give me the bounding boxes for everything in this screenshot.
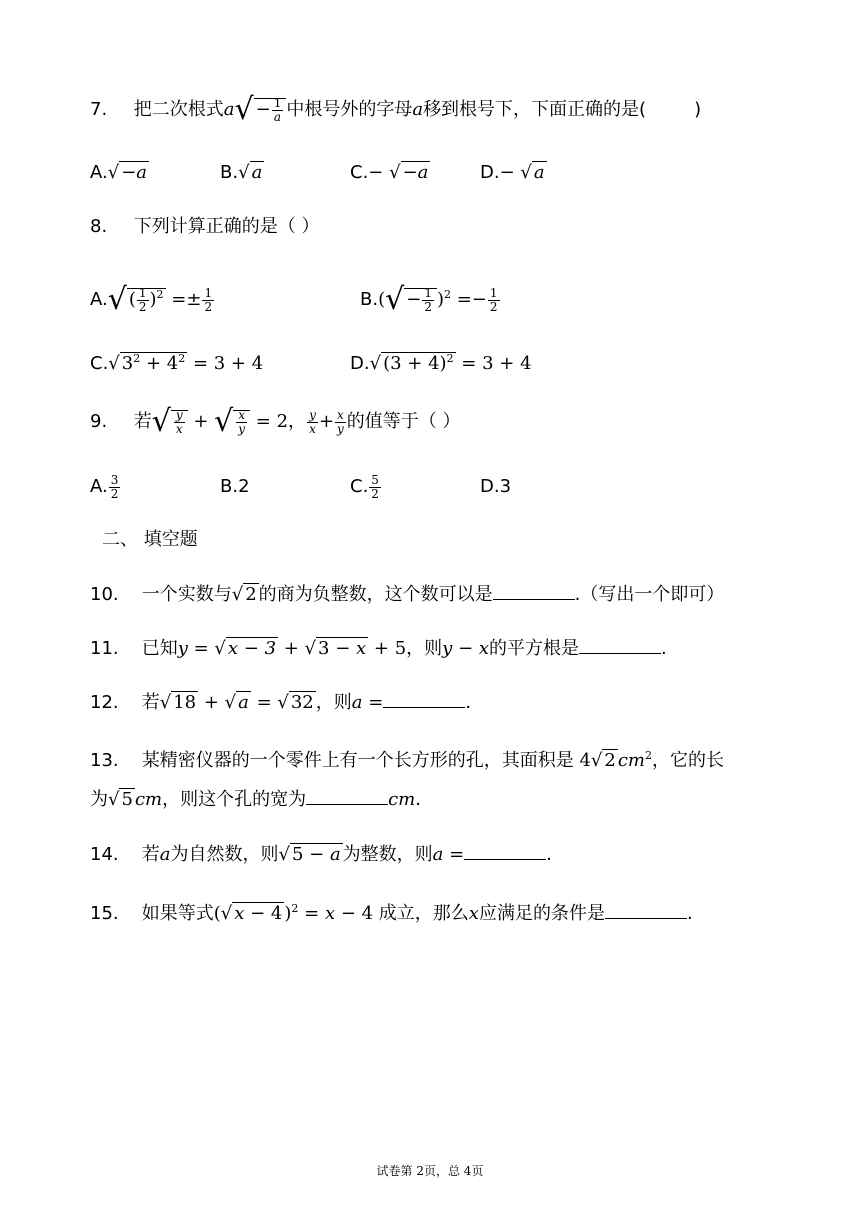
question-text: ，它的长 — [652, 750, 724, 771]
question-text: 已知 — [141, 638, 178, 659]
question-text: 一个实数与 — [141, 584, 232, 605]
question-text: ，则 — [406, 638, 443, 659]
question-text: 若 — [133, 411, 152, 432]
question-text: 为整数，则 — [342, 844, 433, 865]
question-text: 下列计算正确的是（ ） — [133, 216, 320, 237]
q8-option-b: B.(√ − $\frac{1}{2}$ )$^2$ =− $\frac{1}{2}$ — [360, 282, 498, 317]
question-number: 12. — [90, 692, 119, 713]
question-text: ，则 — [315, 692, 352, 713]
question-13: 13. 某精密仪器的一个零件上有一个长方形的孔，其面积是 4√ 2 $cm^2$，它的长 — [90, 741, 724, 776]
q7-option-c: C.− √ −a — [350, 162, 429, 183]
question-9: 9. 若√ $\frac{y}{x}$ + √ $\frac{x}{y}$ = 2， $\frac{y}{x}$ + $\frac{x}{y}$ 的值等于（ ） — [90, 404, 461, 439]
question-text: ) — [694, 99, 702, 120]
question-number: 11. — [90, 638, 119, 659]
q8-option-a: A.√ ( $\frac{1}{2}$ )$^2$ =± $\frac{1}{2}$ — [90, 282, 213, 317]
q8-option-d: D.√ $(3 + 4)^2 = 3 + 4$ — [350, 352, 532, 374]
question-text: 为自然数，则 — [170, 844, 279, 865]
question-11: 11. 已知y = √ x − 3 + √ 3 − x + 5，则y − x的平方根是 . — [90, 634, 667, 664]
answer-blank[interactable] — [306, 786, 388, 805]
q7-option-b: B.√ a — [220, 162, 263, 183]
question-text: . — [415, 789, 421, 810]
q9-option-d: D.3 — [480, 476, 512, 497]
question-text: 的商为负整数，这个数可以是 — [258, 584, 493, 605]
q8-option-c: C.√ $3^2 + 4^2 = 3 + 4$ — [90, 352, 264, 374]
question-text: . — [465, 692, 472, 713]
question-text: 中根号外的字母 — [286, 99, 413, 120]
question-13-cont: 为√ 5 cm，则这个孔的宽为 cm. — [90, 785, 421, 815]
question-number: 14. — [90, 844, 119, 865]
question-text: 若 — [141, 692, 160, 713]
answer-blank[interactable] — [605, 900, 687, 919]
answer-blank[interactable] — [493, 581, 575, 600]
question-text: . — [686, 903, 693, 924]
answer-blank[interactable] — [383, 689, 465, 708]
answer-blank[interactable] — [579, 635, 661, 654]
question-text: 的值等于（ ） — [346, 411, 461, 432]
question-number: 7. — [90, 99, 108, 120]
question-15: 15. 如果等式(√ x − 4 )$^2$ = x − 4 成立，那么x应满足的条件是 . — [90, 894, 693, 929]
question-12: 12. 若√ 18 + √ a = √ 32 ，则a = . — [90, 688, 471, 718]
question-7: 7. 把二次根式a√ − $\frac{1}{a}$ 中根号外的字母a移到根号下，下面正确的是( ) — [90, 92, 702, 127]
q9-option-c: C. $\frac{5}{2}$ — [350, 472, 379, 501]
question-number: 9. — [90, 411, 108, 432]
section-title: 二、 填空题 — [102, 529, 198, 550]
question-text: . — [546, 844, 552, 865]
sqrt-symbol: √ — [234, 92, 254, 127]
question-number: 15. — [90, 903, 119, 924]
question-number: 8. — [90, 216, 108, 237]
q9-option-b: B.2 — [220, 476, 250, 497]
question-text: 为 — [90, 789, 108, 810]
question-text: 的平方根是 — [489, 638, 580, 659]
question-text: 应满足的条件是 — [478, 903, 605, 924]
question-10: 10. 一个实数与√ 2 的商为负整数，这个数可以是 .（写出一个即可） — [90, 580, 724, 610]
question-text: 若 — [141, 844, 160, 865]
question-text: 某精密仪器的一个零件上有一个长方形的孔，其面积是 — [141, 750, 574, 771]
question-text: ，则这个孔的宽为 — [162, 789, 307, 810]
q7-option-d: D.− √ a — [480, 162, 545, 183]
question-text: . — [661, 638, 667, 659]
page-footer: 试卷第 2页，总 4页 — [376, 1164, 484, 1178]
question-number: 13. — [90, 750, 119, 771]
q7-option-a: A.√ −a — [90, 162, 148, 183]
question-text: 如果等式 — [141, 903, 214, 924]
question-8 — [90, 212, 319, 242]
answer-blank[interactable] — [464, 841, 546, 860]
question-number: 10. — [90, 584, 119, 605]
question-text: 成立，那么 — [378, 903, 469, 924]
question-text: 把二次根式 — [133, 99, 224, 120]
question-text: 移到根号下，下面正确的是( — [423, 99, 647, 120]
question-14: 14. 若a为自然数，则√ 5 − a 为整数，则a = . — [90, 840, 552, 870]
question-text: .（写出一个即可） — [574, 584, 725, 605]
q9-option-a: A. $\frac{3}{2}$ — [90, 472, 119, 501]
